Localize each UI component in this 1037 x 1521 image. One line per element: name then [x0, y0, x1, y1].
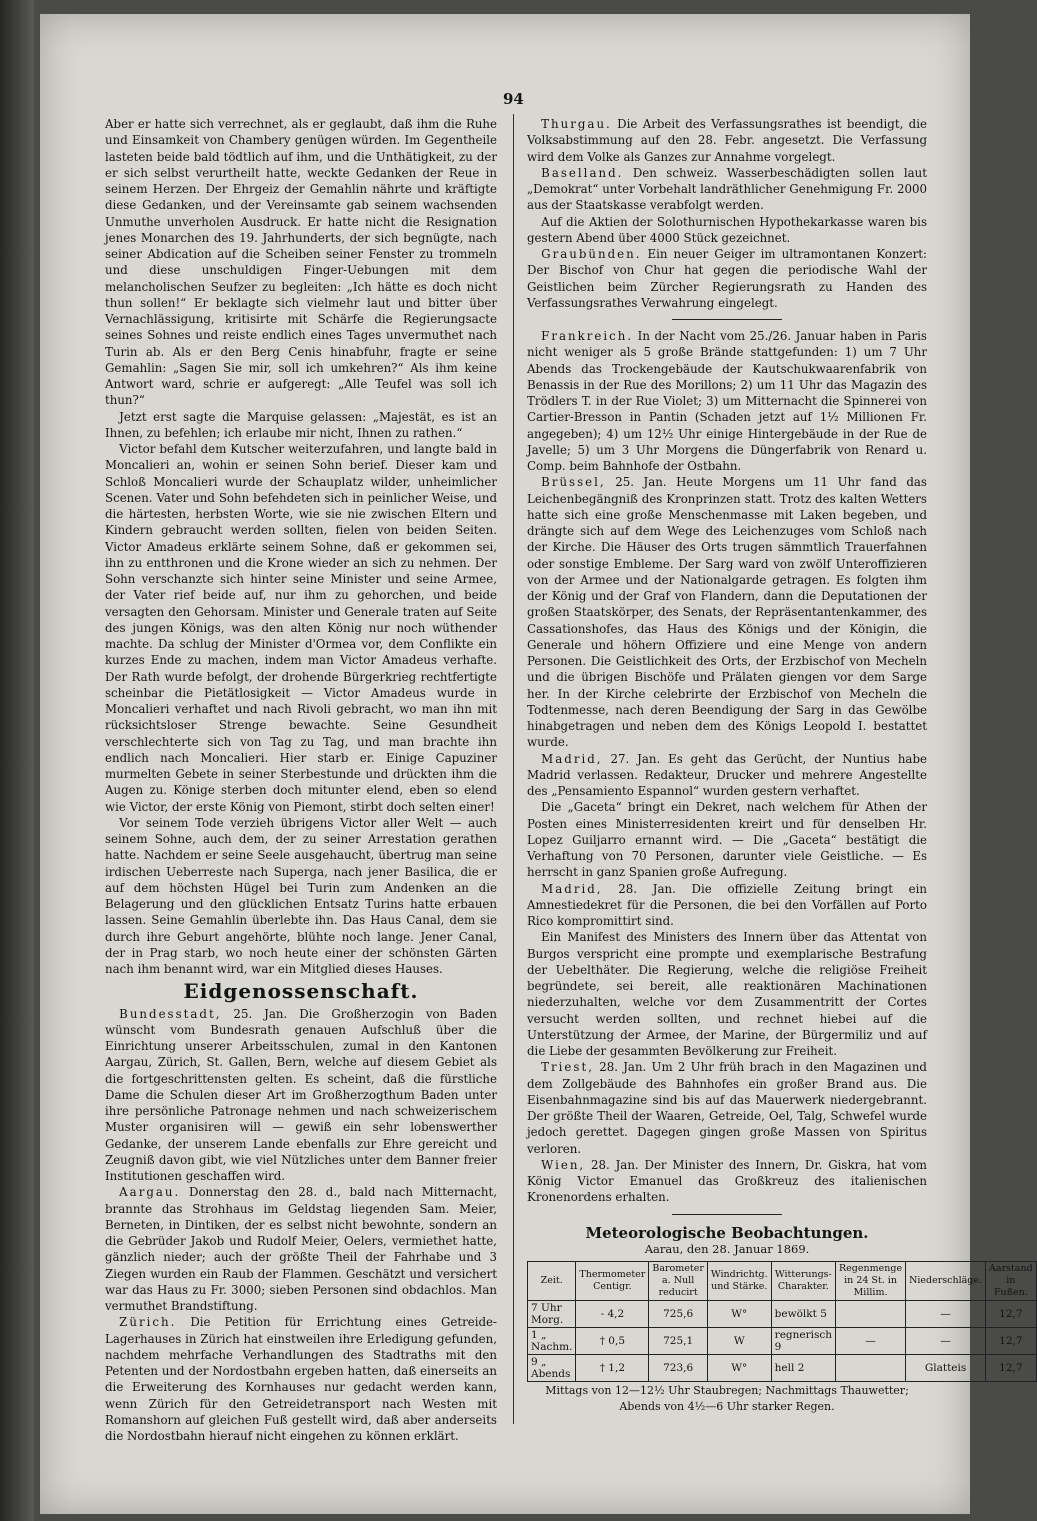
weather-title: Meteorologische Beobachtungen.	[585, 1223, 869, 1242]
left-column	[105, 116, 497, 1444]
weather-note: Mittags von 12—12½ Uhr Staubregen; Nachmittags Thauwetter;	[545, 1384, 909, 1397]
weather-note: Abends von 4½—6 Uhr starker Regen.	[619, 1400, 835, 1413]
news-report	[527, 328, 927, 474]
report-text: 27. Jan. Es geht das Gerücht, der Nuntius habe Madrid verlassen. Redakteur, Drucker und mehrere Angestellte des „Pensamiento Espannol“ wurden gestern verhaftet.	[527, 751, 927, 798]
news-report	[105, 1006, 497, 1185]
weather-cell: 9 „ Abends	[528, 1355, 576, 1382]
weather-cell: - 4,2	[576, 1301, 649, 1328]
news-report	[527, 929, 927, 1059]
report-place: Triest,	[541, 1060, 594, 1075]
report-text: Donnerstag den 28. d., bald nach Mitternacht, brannte das Strohhaus im Geldstag liegenden Sam. Meier, Berneten, in Dintiken, der es selbst nicht bewohnte, sondern an die Gebrüder Jakob und Rudolf Meier, Oelers, vermiethet hatte, gänzlich nieder; auch der größte Theil der Fahrhabe und 3 Ziegen wurden ein Raub der Flammen. Geschätzt und versichert war das Haus zu Fr. 3000; sieben Personen sind obdachlos. Man vermuthet Brandstiftung.	[105, 1185, 497, 1313]
report-place: Wien,	[541, 1157, 586, 1172]
weather-cell	[836, 1301, 906, 1328]
news-report	[105, 1314, 497, 1444]
report-place: Bundesstadt,	[119, 1006, 222, 1021]
page-number: 94	[503, 90, 524, 108]
weather-cell: regnerisch 9	[771, 1328, 835, 1355]
news-report	[527, 246, 927, 311]
weather-cell: 725,6	[649, 1301, 708, 1328]
weather-cell: 7 Uhr Morg.	[528, 1301, 576, 1328]
story-paragraph: Vor seinem Tode verzieh übrigens Victor aller Welt — auch seinem Sohne, auch dem, der zu seiner Arrestation gerathen hatte. Nachdem er seine Seele ausgehaucht, übertrug man seine irdischen Ueberreste nach Superga, nach jener Basilica, die er auf dem höchsten Hügel bei Turin zum Andenken an die Belagerung und den glücklichen Entsatz Turins hatte erbauen lassen. Seine Gemahlin überlebte ihn. Das Haus Canal, dem sie durch ihre Geburt angehörte, blühte noch lange. Jener Canal, der in Prag starb, wo noch heute einer der schönsten Gärten nach ihm benannt wird, war ein Mitglied dieses Hauses.	[105, 815, 497, 976]
news-report	[105, 1184, 497, 1314]
weather-cell: —	[906, 1328, 986, 1355]
weather-cell: † 0,5	[576, 1328, 649, 1355]
report-text: 25. Jan. Die Großherzogin von Baden wünscht vom Bundesrath genauen Aufschluß über die Einrichtung unserer Arbeitsschulen, zumal in den Kantonen Aargau, Zürich, St. Gallen, Bern, welche auf diesem Gebiet als die fortgeschrittensten gelten. Es scheint, daß die fürstliche Dame die Schulen dieser Art im Großherzogthum Baden unter ihre persönliche Patronage nehmen und nach schweizerischem Muster organisiren will — gewiß ein sehr lobenswerther Gedanke, der unserem Lande ebenfalls zur Ehre gereicht und Zeugniß davon gibt, wie viel Nützliches unter dem Banner freier Institutionen geschaffen wird.	[105, 1006, 497, 1183]
weather-cell: W	[707, 1328, 771, 1355]
right-column	[527, 116, 1033, 1414]
weather-cell: 723,6	[649, 1355, 708, 1382]
weather-header: Zeit.	[528, 1262, 576, 1301]
weather-subtitle: Aarau, den 28. Januar 1869.	[644, 1241, 810, 1256]
table-row	[528, 1301, 1037, 1328]
report-place: Zürich.	[119, 1315, 177, 1330]
newspaper-page	[40, 14, 1033, 1514]
news-report	[527, 799, 927, 880]
news-report	[527, 474, 927, 750]
report-text: Ein neuer Geiger im ultramontanen Konzert: Der Bischof von Chur hat gegen die periodische Wahl der Geistlichen beim Zürcher Regierungsrath zu Handen des Verfassungsrathes Verwahrung eingelegt.	[527, 247, 927, 310]
weather-header: Aarstand in Fußen.	[986, 1262, 1037, 1301]
weather-header: Windrichtg. und Stärke.	[707, 1262, 771, 1301]
weather-cell: bewölkt 5	[771, 1301, 835, 1328]
column-divider	[513, 114, 514, 1424]
report-text: Den schweiz. Wasserbeschädigten sollen laut „Demokrat“ unter Vorbehalt landräthlicher Genehmigung Fr. 2000 aus der Staatskasse verabfolgt werden.	[527, 165, 927, 213]
weather-header-row	[528, 1262, 1037, 1301]
news-report	[527, 1157, 927, 1206]
weather-cell: † 1,2	[576, 1355, 649, 1382]
report-place: Aargau.	[119, 1185, 181, 1200]
news-report	[527, 165, 927, 214]
section-rule	[672, 319, 782, 320]
report-text: Die „Gaceta“ bringt ein Dekret, nach welchem für Athen der Posten eines Ministerresidenten kreirt und für denselben Hr. Lopez Guiljarro ernannt wird. — Die „Gaceta“ bestätigt die Verhaftung von 70 Personen, darunter viele Geistliche. — Es herrscht in ganz Spanien große Aufregung.	[527, 800, 927, 880]
binding-shadow	[0, 0, 34, 1521]
story-paragraph: Victor befahl dem Kutscher weiterzufahren, und langte bald in Moncalieri an, wohin er seinen Sohn berief. Dieser kam und Schloß Moncalieri wurde der Schauplatz wilder, unheimlicher Scenen. Vater und Sohn befehdeten sich in peinlicher Weise, und die härtesten, herbsten Worte, wie sie nie zwischen Eltern und Kindern gebraucht werden sollten, fielen von beiden Seiten. Victor Amadeus erklärte seinem Sohne, daß er gekommen sei, ihn zu entthronen und die Krone wieder an sich zu nehmen. Der Sohn verschanzte sich hinter seine Minister und seine Armee, der Vater rief beide auf, nur ihm zu gehorchen, und beide versagten den Gehorsam. Minister und Generale traten auf Seite des jungen Königs, was den alten König nur noch wüthender machte. Da schlug der Minister d'Ormea vor, dem Conflikte ein kurzes Ende zu machen, indem man Victor Amadeus verhafte. Der Rath wurde befolgt, der drohende Bürgerkrieg rechtfertigte scheinbar die Pietätlosigkeit — Victor Amadeus wurde in Moncalieri verhaftet und nach Rivoli gebracht, wo man ihn mit rücksichtsloser Strenge bewachte. Seine Gesundheit verschlechterte sich von Tag zu Tag, und man brachte ihn endlich nach Moncalieri. Hier starb er. Einige Capuziner murmelten Gebete in seiner Sterbestunde und drückten ihm die Augen zu. Könige sterben doch mitunter elend, eben so elend wie Victor, der erste König von Piemont, stirbt doch selten einer!	[105, 442, 497, 814]
weather-cell: —	[906, 1301, 986, 1328]
weather-header: Niederschläge.	[906, 1262, 986, 1301]
report-place: Baselland.	[541, 165, 624, 180]
report-text: 25. Jan. Heute Morgens um 11 Uhr fand das Leichenbegängniß des Kronprinzen statt. Trotz des kalten Wetters hatte sich eine große Menschenmasse mit Laken begeben, und drängte sich auf dem Wege des Leichenzuges vom Schloß nach der Kirche. Die Häuser des Orts trugen sämmtlich Trauerfahnen oder sonstige Embleme. Der Sarg ward von zwölf Unteroffizieren von der Armee und der Nationalgarde getragen. Es folgten ihm der König und der Graf von Flandern, dann die Deputationen der großen Staatskörper, des Senats, der Repräsentantenkammer, des Cassationshofes, das Haus des Königs und der Königin, die Generale und höhern Offiziere und eine Menge von andern Personen. Die Geistlichkeit des Orts, der Erzbischof von Mecheln und die übrigen Bischöfe und Prälaten giengen vor dem Sarge her. In der Kirche celebrirte der Erzbischof von Mecheln die Todtenmesse, nach deren Beendigung der Sarg in das Gewölbe hinabgetragen und neben dem des Königs Leopold I. bestattet wurde.	[527, 475, 927, 750]
weather-cell: —	[836, 1328, 906, 1355]
weather-header: Barometer a. Null reducirt	[649, 1262, 708, 1301]
weather-cell: 12,7	[986, 1328, 1037, 1355]
weather-cell: 12,7	[986, 1301, 1037, 1328]
report-text: Auf die Aktien der Solothurnischen Hypothekarkasse waren bis gestern Abend über 4000 Stück gezeichnet.	[527, 214, 927, 245]
weather-cell: 725,1	[649, 1328, 708, 1355]
report-place: Madrid,	[541, 881, 603, 896]
weather-cell: 12,7	[986, 1355, 1037, 1382]
news-report	[527, 116, 927, 165]
weather-cell: W°	[707, 1355, 771, 1382]
table-row	[528, 1328, 1037, 1355]
news-report	[527, 881, 927, 930]
report-place: Thurgau.	[541, 117, 612, 131]
report-text: 28. Jan. Der Minister des Innern, Dr. Giskra, hat vom König Victor Emanuel das Großkreuz des italienischen Kronenordens erhalten.	[527, 1157, 927, 1205]
report-text: In der Nacht vom 25./26. Januar haben in Paris nicht weniger als 5 große Brände stattgefunden: 1) um 7 Uhr Abends das Trockengebäude der Kautschukwaarenfabrik von Benassis in der Rue des Morillons; 2) um 11 Uhr das Magazin des Trödlers T. in der Rue Violet; 3) um Mitternacht die Spinnerei von Cartier-Bresson in Pantin (Schaden jetzt auf 1½ Millionen Fr. angegeben); 4) um 12½ Uhr einige Hintergebäude in der Rue de Javelle; 5) um 3 Uhr Morgens die Düngerfabrik von Renard u. Comp. beim Bahnhofe der Ostbahn.	[527, 329, 927, 473]
weather-header: Witterungs-Charakter.	[771, 1262, 835, 1301]
weather-header: Thermometer Centigr.	[576, 1262, 649, 1301]
story-paragraph: Jetzt erst sagte die Marquise gelassen: „Majestät, es ist an Ihnen, zu befehlen; ich erlaube mir nicht, Ihnen zu rathen.“	[105, 409, 497, 440]
report-place: Madrid,	[541, 751, 603, 766]
report-text: 28. Jan. Um 2 Uhr früh brach in den Magazinen und dem Zollgebäude des Bahnhofes ein großer Brand aus. Die Eisenbahnmagazine sind bis auf das Mauerwerk niedergebrannt. Der größte Theil der Waaren, Getreide, Oel, Talg, Schwefel wurde jedoch gerettet. Dagegen gingen große Massen von Spiritus verloren.	[527, 1060, 927, 1156]
news-report	[527, 1059, 927, 1157]
weather-cell: 1 „ Nachm.	[528, 1328, 576, 1355]
report-text: 28. Jan. Die offizielle Zeitung bringt ein Amnestiedekret für die Personen, die bei den Vorfällen auf Porto Rico kompromittirt sind.	[527, 881, 927, 928]
news-report	[527, 214, 927, 247]
weather-cell	[836, 1355, 906, 1382]
report-text: Die Petition für Errichtung eines Getreide-Lagerhauses in Zürich hat einstweilen ihre Erledigung gefunden, nachdem mehrfache Verhandlungen des Stadtraths mit den Petenten und der Nordostbahn ergeben hatten, daß einerseits an die Erweiterung des Kornhauses nur gedacht werden kann, wenn Zürich für den Getreidetransport nach Westen mit Romanshorn auf gleichen Fuß gestellt wird, daß aber anderseits die Nordostbahn hierauf nicht eingehen zu können erklärt.	[105, 1315, 497, 1443]
table-row	[528, 1355, 1037, 1382]
report-place: Graubünden.	[541, 247, 642, 261]
section-rule	[672, 1214, 782, 1215]
weather-header: Regenmenge in 24 St. in Millim.	[836, 1262, 906, 1301]
report-text: Ein Manifest des Ministers des Innern über das Attentat von Burgos verspricht eine prompte und exemplarische Bestrafung der Uebelthäter. Die Regierung, welche die religiöse Freiheit begründete, sei bereit, alle reaktionären Machinationen niederzuhalten, welche vor dem Zusammentritt der Cortes versucht werden sollten, und rechnet hiebei auf die Unterstützung der Armee, der Marine, der Bürgermiliz und auf die Liebe der gesammten Bevölkerung zur Freiheit.	[527, 930, 927, 1058]
story-paragraph: Aber er hatte sich verrechnet, als er geglaubt, daß ihm die Ruhe und Einsamkeit von Chambery genügen würden. Im Gegentheile lasteten beide bald tödtlich auf ihm, und die Unthätigkeit, zu der er sich selbst verurtheilt hatte, weckte Gedanken der Reue in seinem Herzen. Der Ehrgeiz der Gemahlin nährte und kräftigte diese Gedanken, und der Vereinsamte gab seinem wachsenden Unmuthe unverholen Ausdruck. Er hatte nicht die Resignation jenes Monarchen des 19. Jahrhunderts, der sich begnügte, nach seiner Abdication auf die Scheiben seiner Fenster zu trommeln und diese unschuldigen Finger-Uebungen mit dem melancholischen Seufzer zu begleiten: „Ich hätte es doch nicht thun sollen!“ Er beklagte sich vielmehr laut und bitter über Vernachlässigung, kritisirte mit Schärfe die Regierungsacte seines Sohnes und reiste endlich eines Tages unvermuthet nach Turin ab. Als er den Berg Cenis hinabfuhr, fragte er seine Gemahlin: „Sagen Sie mir, soll ich umkehren?“ Als ihm keine Antwort ward, schrie er aufgeregt: „Alle Teufel was soll ich thun?“	[105, 117, 497, 408]
section-title: Eidgenossenschaft.	[183, 979, 419, 1004]
report-place: Brüssel,	[541, 475, 606, 490]
weather-table	[527, 1261, 1037, 1382]
report-place: Frankreich.	[541, 329, 634, 343]
weather-cell: Glatteis	[906, 1355, 986, 1382]
weather-cell: hell 2	[771, 1355, 835, 1382]
report-text: Die Arbeit des Verfassungsrathes ist beendigt, die Volksabstimmung auf den 28. Febr. angesetzt. Die Verfassung wird dem Volke als Ganzes zur Annahme vorgelegt.	[527, 117, 927, 164]
weather-cell: W°	[707, 1301, 771, 1328]
news-report	[527, 751, 927, 800]
